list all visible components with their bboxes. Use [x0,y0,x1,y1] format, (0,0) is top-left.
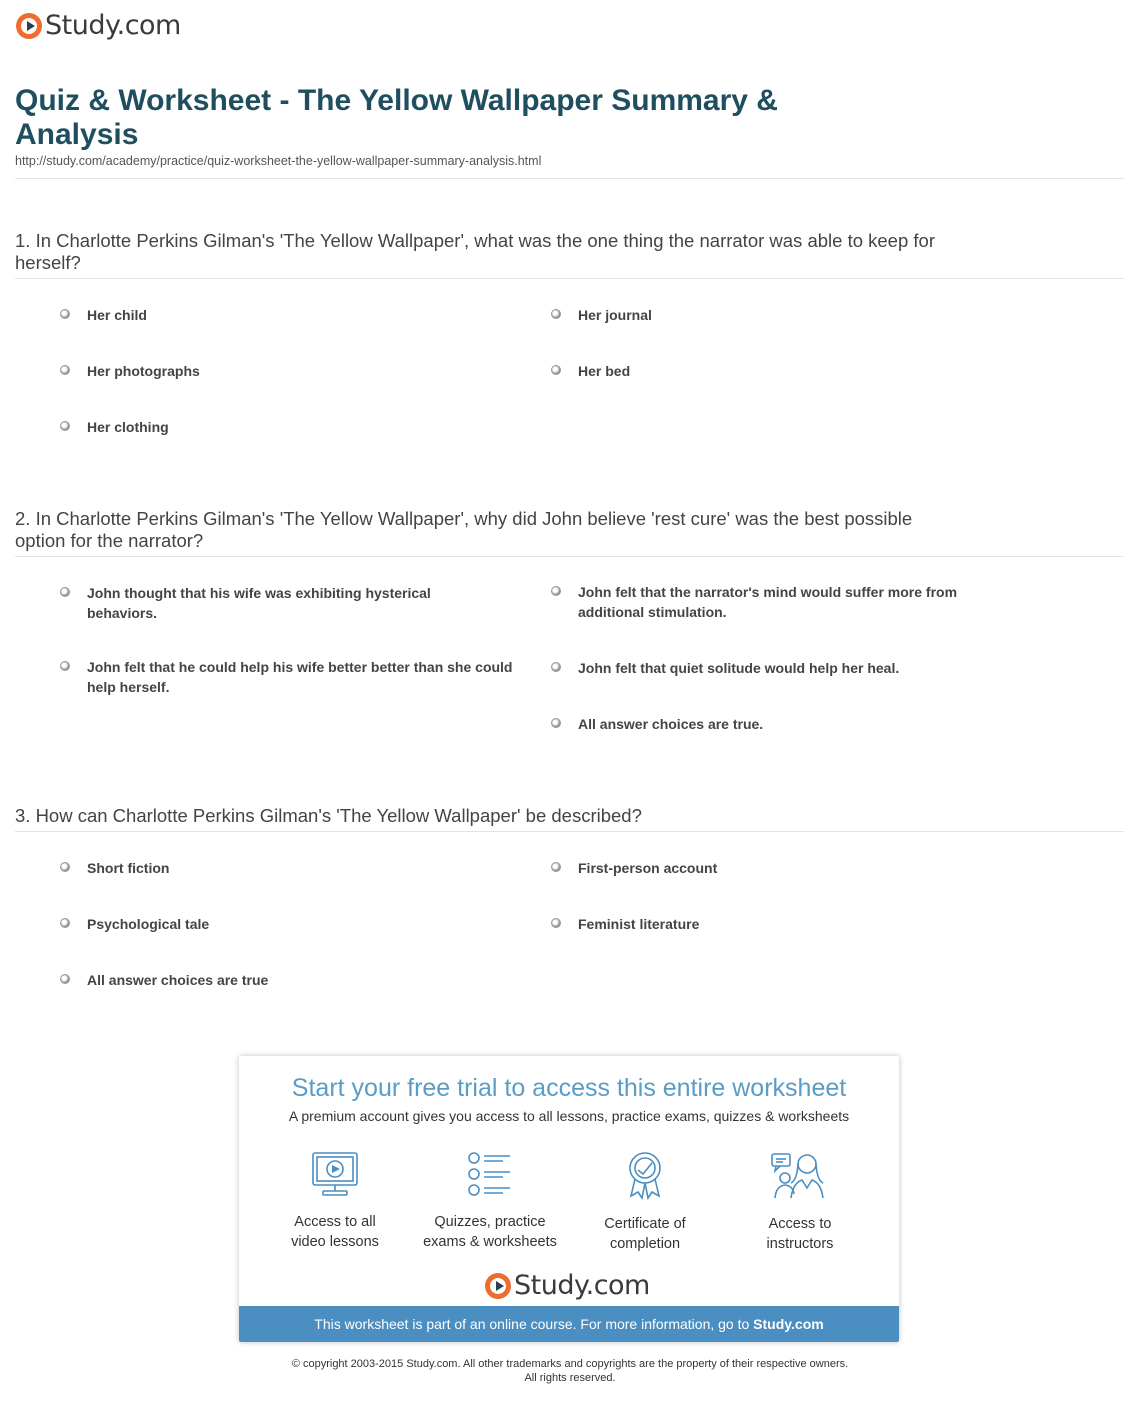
answer-option[interactable]: All answer choices are true [60,970,500,990]
feature-label: Access to instructors [766,1216,834,1252]
radio-icon[interactable] [60,365,70,375]
copyright [0,1357,1140,1385]
radio-icon[interactable] [551,365,561,375]
feature-instructors [725,1150,875,1254]
video-lessons-icon [310,1150,360,1198]
radio-icon[interactable] [60,661,70,671]
answer-option[interactable]: John felt that he could help his wife better better than she could help herself. [60,657,540,697]
radio-icon[interactable] [60,918,70,928]
certificate-ribbon-icon [620,1150,670,1200]
question-2: 2. In Charlotte Perkins Gilman's 'The Yellow Wallpaper', why did John believe 'rest cure' was the best possible option for the narrator? [15,508,913,551]
logo-text: Study.com [514,1270,650,1301]
answer-option[interactable]: Psychological tale [60,914,500,934]
radio-icon[interactable] [60,421,70,431]
question-1: 1. In Charlotte Perkins Gilman's 'The Yellow Wallpaper', what was the one thing the narrator was able to keep for herself? [15,230,935,273]
answer-option[interactable]: First-person account [551,858,991,878]
divider [15,831,1124,832]
study-link[interactable]: Study.com [753,1316,824,1332]
answer-option[interactable]: Her photographs [60,361,500,381]
promo-info-bar [239,1306,899,1342]
answer-option[interactable]: Her journal [551,305,991,325]
feature-certificate [570,1150,720,1254]
radio-icon[interactable] [60,862,70,872]
answer-option[interactable]: John thought that his wife was exhibiting hysterical behaviors. [60,583,500,623]
radio-icon[interactable] [60,309,70,319]
page-url: http://study.com/academy/practice/quiz-worksheet-the-yellow-wallpaper-summary-analysis.html [15,154,542,168]
radio-icon[interactable] [551,662,561,672]
divider [15,556,1124,557]
promo-subtitle: A premium account gives you access to all lessons, practice exams, quizzes & worksheets [288,1108,850,1124]
feature-quizzes [415,1150,565,1252]
divider [15,178,1124,179]
page-title: Quiz & Worksheet - The Yellow Wallpaper Summary & Analysis [15,84,778,151]
radio-icon[interactable] [60,587,70,597]
radio-icon[interactable] [60,974,70,984]
study-logo[interactable] [16,10,181,41]
play-logo-icon [16,13,42,39]
answer-option[interactable]: Feminist literature [551,914,991,934]
question-3: 3. How can Charlotte Perkins Gilman's 'The Yellow Wallpaper' be described? [15,805,642,826]
radio-icon[interactable] [551,309,561,319]
play-logo-icon [485,1273,511,1299]
logo-text: Study.com [45,10,181,41]
study-logo-promo[interactable] [485,1270,650,1301]
radio-icon[interactable] [551,862,561,872]
radio-icon[interactable] [551,918,561,928]
free-trial-promo [239,1056,899,1342]
feature-label: Access to all video lessons [291,1214,379,1250]
copyright-line: © copyright 2003-2015 Study.com. All other trademarks and copyrights are the property of their respective owners. [291,1358,849,1370]
answer-option[interactable]: John felt that the narrator's mind would suffer more from additional stimulation. [551,582,981,622]
answer-option[interactable]: John felt that quiet solitude would help her heal. [551,658,991,678]
copyright-line: All rights reserved. [524,1372,616,1384]
radio-icon[interactable] [551,586,561,596]
promo-title[interactable]: Start your free trial to access this entire worksheet [291,1074,847,1102]
answer-option[interactable]: Short fiction [60,858,500,878]
instructors-icon [769,1150,831,1200]
promo-bar-text: This worksheet is part of an online course. For more information, go to [314,1316,754,1332]
answer-option[interactable]: Her child [60,305,500,325]
radio-icon[interactable] [551,718,561,728]
feature-label: Quizzes, practice exams & worksheets [423,1214,557,1250]
quizzes-list-icon [465,1150,515,1198]
answer-option[interactable]: All answer choices are true. [551,714,991,734]
feature-video-lessons [260,1150,410,1252]
divider [15,278,1124,279]
answer-option[interactable]: Her bed [551,361,991,381]
answer-option[interactable]: Her clothing [60,417,500,437]
feature-label: Certificate of completion [604,1216,686,1252]
